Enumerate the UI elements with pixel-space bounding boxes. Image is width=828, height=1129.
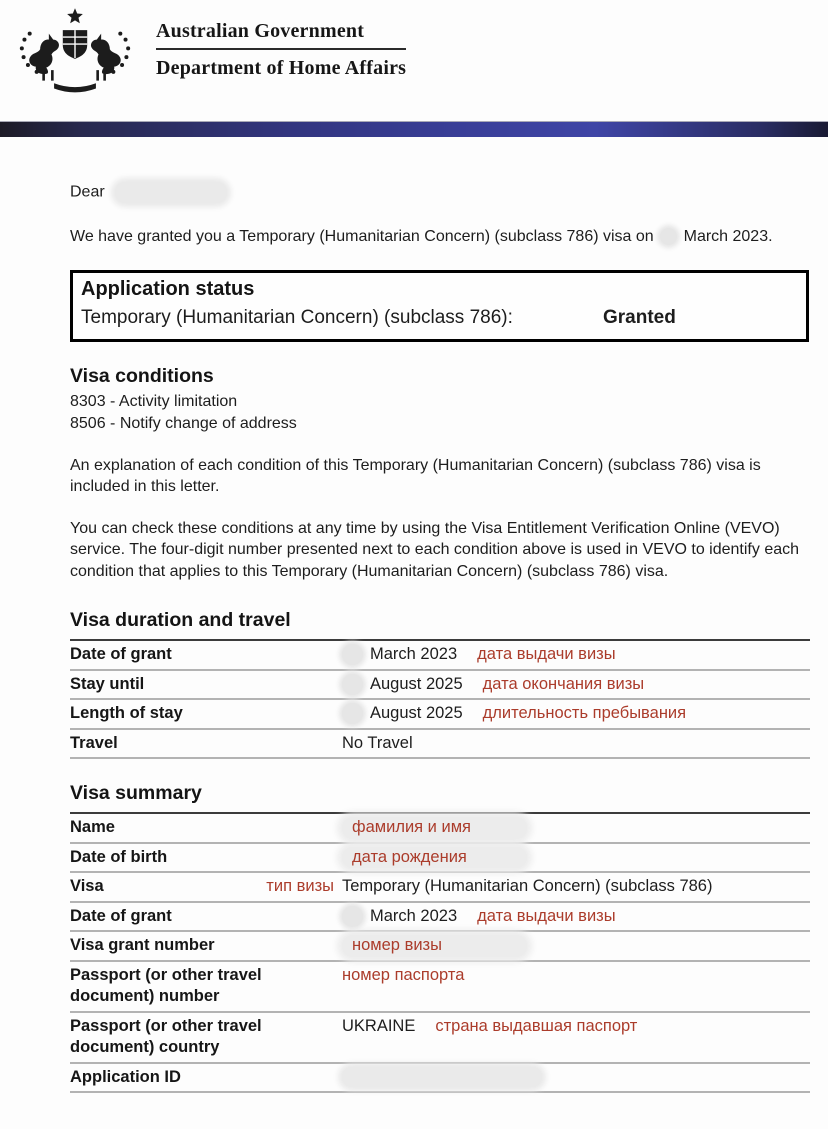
table-row bbox=[70, 962, 810, 1013]
row-label-cell bbox=[70, 876, 342, 898]
letter-body bbox=[0, 182, 828, 1093]
salutation-line bbox=[70, 182, 810, 203]
redacted-value-blob bbox=[342, 817, 527, 839]
row-label-cell bbox=[70, 703, 342, 725]
row-label-cell bbox=[70, 847, 342, 869]
annotation-ru: дата выдачи визы bbox=[477, 906, 616, 925]
annotation-ru: дата рождения bbox=[352, 847, 467, 866]
row-value-cell bbox=[342, 733, 810, 755]
department-title: Department of Home Affairs bbox=[156, 57, 407, 79]
grant-intro-paragraph bbox=[70, 226, 808, 248]
salutation-text: Dear bbox=[70, 183, 105, 201]
table-row bbox=[70, 814, 810, 844]
table-row bbox=[70, 1013, 810, 1064]
status-granted-value: Granted bbox=[603, 306, 676, 328]
visa-conditions-list bbox=[70, 391, 810, 435]
visa-summary-section bbox=[70, 782, 810, 1093]
annotation-ru: дата выдачи визы bbox=[477, 645, 616, 663]
redacted-day-blob bbox=[342, 703, 363, 724]
table-row bbox=[70, 844, 810, 874]
row-label-cell bbox=[70, 817, 342, 839]
row-label: Application ID bbox=[70, 1067, 181, 1086]
row-label-cell bbox=[70, 1067, 342, 1089]
row-value-cell bbox=[342, 906, 810, 928]
annotation-ru: дата окончания визы bbox=[482, 674, 645, 693]
intro-text-after: March 2023. bbox=[683, 228, 773, 245]
letterhead bbox=[0, 0, 828, 96]
annotation-ru: страна выдавшая паспорт bbox=[435, 1016, 638, 1035]
row-value: August 2025 bbox=[370, 674, 463, 693]
row-value-cell bbox=[342, 817, 810, 839]
application-status-row bbox=[81, 305, 798, 331]
application-status-box bbox=[70, 270, 809, 342]
redacted-day-blob bbox=[342, 674, 363, 695]
visa-conditions-section bbox=[70, 365, 810, 583]
row-label: Passport (or other travel document) number bbox=[70, 965, 262, 1005]
annotation-ru: фамилия и имя bbox=[352, 818, 471, 836]
row-value-cell bbox=[342, 703, 810, 725]
row-value-cell bbox=[342, 644, 810, 666]
redacted-value-blob bbox=[342, 1067, 542, 1087]
row-value: March 2023 bbox=[370, 906, 458, 925]
row-label-cell bbox=[70, 733, 342, 755]
row-value-cell bbox=[342, 965, 810, 987]
row-label: Travel bbox=[70, 733, 118, 752]
table-row bbox=[70, 903, 810, 933]
visa-summary-title: Visa summary bbox=[70, 782, 202, 804]
row-label-cell bbox=[70, 1016, 342, 1059]
row-label: Visa bbox=[70, 877, 104, 895]
table-row bbox=[70, 932, 810, 962]
annotation-ru: длительность пребывания bbox=[482, 704, 687, 722]
visa-duration-section bbox=[70, 609, 810, 759]
row-label: Visa grant number bbox=[70, 936, 215, 954]
annotation-ru: номер паспорта bbox=[342, 965, 465, 984]
row-value-cell bbox=[342, 674, 810, 696]
status-visa-label: Temporary (Humanitarian Concern) (subclass 786): bbox=[81, 306, 513, 328]
agency-titles bbox=[156, 20, 406, 80]
conditions-explanation: An explanation of each condition of this Temporary (Humanitarian Concern) (subclass 786) visa is included in this letter. bbox=[70, 456, 761, 495]
row-label: Passport (or other travel document) country bbox=[70, 1016, 262, 1056]
row-value: No Travel bbox=[342, 733, 413, 752]
annotation-ru: тип визы bbox=[266, 877, 334, 895]
row-value: March 2023 bbox=[370, 645, 458, 663]
row-label: Date of birth bbox=[70, 847, 168, 866]
row-label: Length of stay bbox=[70, 704, 183, 722]
redacted-day-blob bbox=[660, 228, 677, 245]
row-label: Date of grant bbox=[70, 645, 172, 663]
visa-conditions-title: Visa conditions bbox=[70, 364, 214, 387]
table-row bbox=[70, 1064, 810, 1094]
row-value: August 2025 bbox=[370, 704, 463, 722]
row-value: UKRAINE bbox=[342, 1016, 416, 1035]
visa-duration-title: Visa duration and travel bbox=[70, 609, 291, 631]
title-divider bbox=[156, 48, 406, 50]
row-label-cell bbox=[70, 674, 342, 696]
table-row bbox=[70, 671, 810, 701]
redacted-value-blob bbox=[342, 847, 527, 869]
row-value-cell bbox=[342, 1067, 810, 1089]
row-value-cell bbox=[342, 935, 810, 957]
row-value-cell bbox=[342, 847, 810, 869]
annotation-ru: номер визы bbox=[352, 936, 442, 954]
row-label: Date of grant bbox=[70, 906, 172, 925]
condition-item: 8303 - Activity limitation bbox=[70, 392, 238, 410]
redacted-value-blob bbox=[342, 935, 527, 957]
redacted-recipient-name bbox=[115, 182, 227, 203]
vevo-note: You can check these conditions at any time by using the Visa Entitlement Verification Online (VEVO) service. The four-digit number presented next to each condition above is used in VEVO to identify each condition that applies to this Temporary (Humanitarian Concern) (subclass 786) visa. bbox=[70, 519, 800, 580]
government-title: Australian Government bbox=[156, 20, 365, 42]
visa-summary-table bbox=[70, 812, 810, 1093]
row-label-cell bbox=[70, 644, 342, 666]
header-divider-bar bbox=[0, 121, 828, 137]
row-value-cell bbox=[342, 876, 810, 898]
intro-text-before: We have granted you a Temporary (Humanitarian Concern) (subclass 786) visa on bbox=[70, 228, 654, 245]
row-value: Temporary (Humanitarian Concern) (subclass 786) bbox=[342, 877, 713, 895]
redacted-day-blob bbox=[342, 906, 363, 927]
table-row bbox=[70, 700, 810, 730]
table-row bbox=[70, 730, 810, 760]
visa-duration-table bbox=[70, 639, 810, 759]
row-label-cell bbox=[70, 935, 342, 957]
row-label-cell bbox=[70, 965, 342, 1008]
australian-coat-of-arms-icon bbox=[14, 6, 136, 96]
row-label: Name bbox=[70, 818, 115, 836]
table-row bbox=[70, 873, 810, 903]
condition-item: 8506 - Notify change of address bbox=[70, 414, 297, 432]
row-label-cell bbox=[70, 906, 342, 928]
redacted-day-blob bbox=[342, 644, 363, 665]
row-label: Stay until bbox=[70, 674, 145, 693]
table-row bbox=[70, 641, 810, 671]
application-status-title: Application status bbox=[81, 277, 255, 300]
row-value-cell bbox=[342, 1016, 810, 1038]
